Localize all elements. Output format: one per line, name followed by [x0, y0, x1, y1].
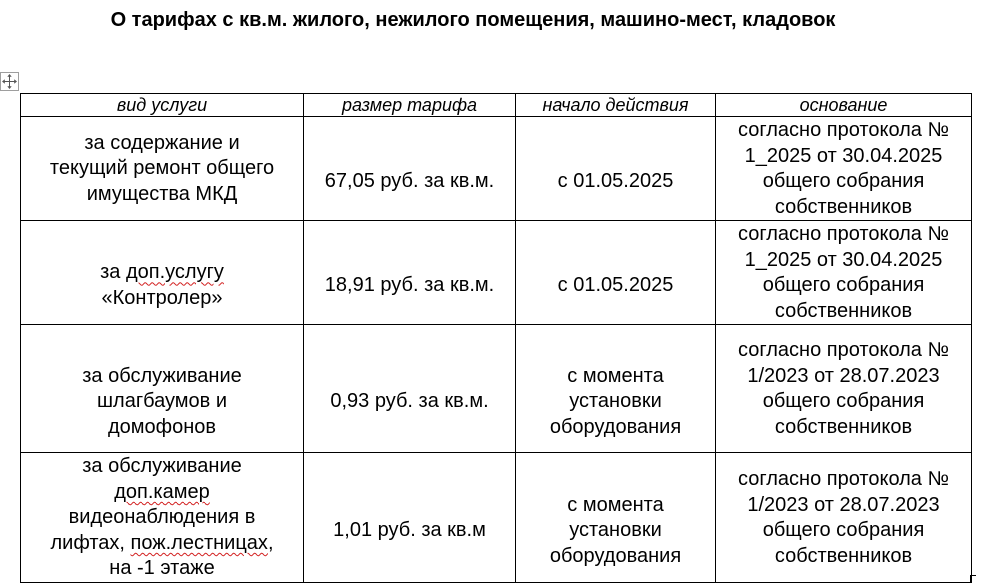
start-cell: [516, 325, 716, 453]
service-line: за содержание и: [84, 131, 240, 154]
basis-line: общего собрания: [762, 519, 925, 541]
start-value: с 01.05.2025: [557, 170, 674, 192]
rate-cell: [304, 117, 516, 221]
basis-cell: [716, 117, 972, 221]
spellcheck-word: доп.услугу: [125, 261, 224, 284]
service-line: имущества МКД: [86, 182, 238, 205]
service-line: шлагбаумов и: [96, 390, 228, 412]
basis-cell: [716, 325, 972, 453]
basis-line: 1/2023 от 28.07.2023: [747, 493, 940, 516]
basis-line: собственников: [774, 415, 913, 438]
rate-value: 18,91 руб. за кв.м.: [324, 274, 495, 296]
rate-cell: [304, 221, 516, 325]
basis-line: согласно протокола №: [738, 468, 949, 490]
service-cell: [21, 453, 304, 583]
table-row: [21, 325, 972, 453]
start-line: с момента: [567, 493, 664, 516]
basis-line: согласно протокола №: [738, 339, 949, 361]
page-title: О тарифах с кв.м. жилого, нежилого помещения, машино-мест, кладовок: [110, 9, 836, 31]
basis-line: общего собрания: [762, 170, 925, 192]
tariffs-table: [20, 93, 972, 583]
service-prefix: лифтах,: [50, 531, 131, 554]
service-line: «Контролер»: [101, 286, 223, 309]
start-cell: [516, 453, 716, 583]
service-suffix: ,: [267, 531, 274, 554]
basis-line: согласно протокола №: [738, 223, 949, 245]
basis-cell: [716, 453, 972, 583]
basis-line: 1_2025 от 30.04.2025: [744, 144, 943, 167]
table-row: [21, 453, 972, 583]
start-cell: [516, 221, 716, 325]
rate-value: 0,93 руб. за кв.м.: [330, 390, 489, 412]
header-service: вид услуги: [21, 94, 304, 117]
service-cell: [21, 221, 304, 325]
start-line: с момента: [567, 364, 664, 387]
service-cell: [21, 325, 304, 453]
basis-line: собственников: [774, 195, 913, 218]
basis-line: согласно протокола №: [738, 119, 949, 141]
service-line: видеонаблюдения в: [68, 506, 256, 529]
service-line: на -1 этаже: [109, 557, 215, 580]
header-rate: размер тарифа: [304, 94, 516, 117]
table-row: [21, 221, 972, 325]
start-cell: [516, 117, 716, 221]
start-line: установки: [569, 390, 662, 412]
rate-value: 67,05 руб. за кв.м.: [324, 170, 495, 192]
table-move-handle[interactable]: [0, 72, 19, 91]
rate-cell: [304, 453, 516, 583]
spellcheck-word: доп.камер: [114, 480, 210, 503]
basis-cell: [716, 221, 972, 325]
start-value: с 01.05.2025: [557, 274, 674, 296]
spellcheck-word: пож.лестницах: [130, 531, 268, 554]
basis-line: собственников: [774, 544, 913, 567]
service-line: за обслуживание: [82, 364, 242, 387]
header-basis: основание: [716, 94, 972, 117]
rate-cell: [304, 325, 516, 453]
basis-line: общего собрания: [762, 274, 925, 296]
service-cell: [21, 117, 304, 221]
service-line: за обслуживание: [82, 455, 242, 478]
table-header-row: [21, 94, 972, 117]
table-resize-mark: [970, 575, 976, 583]
header-start: начало действия: [516, 94, 716, 117]
rate-value: 1,01 руб. за кв.м: [333, 519, 486, 541]
service-line: домофонов: [107, 415, 217, 438]
table-row: [21, 117, 972, 221]
basis-line: 1/2023 от 28.07.2023: [747, 364, 940, 387]
start-line: оборудования: [549, 415, 682, 438]
basis-line: 1_2025 от 30.04.2025: [744, 248, 943, 271]
move-arrows-icon: [1, 73, 18, 90]
service-line: [25, 235, 299, 286]
service-prefix: за: [100, 261, 126, 284]
basis-line: общего собрания: [762, 390, 925, 412]
basis-line: собственников: [774, 299, 913, 322]
start-line: оборудования: [549, 544, 682, 567]
start-line: установки: [569, 519, 662, 541]
service-line: [25, 480, 299, 506]
service-line: текущий ремонт общего: [49, 157, 275, 180]
service-line: [25, 531, 299, 557]
